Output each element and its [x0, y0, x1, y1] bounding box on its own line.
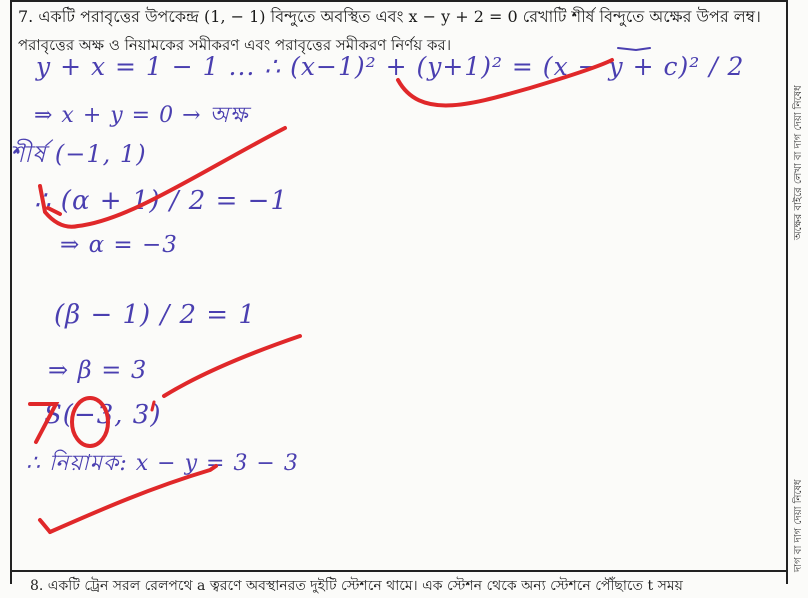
- red-check-tail-4: [40, 520, 50, 532]
- margin-note-bottom: দাগ বা দাগ দেয়া নিষেধ: [793, 479, 804, 572]
- question-line-1: 7. একটি পরাবৃত্তের উপকেন্দ্র (1, − 1) বিন্দুতে অবস্থিত এবং x − y + 2 = 0 রেখাটি শীর্ষ বিন্দুতে অক্ষের উপর লম্ব।: [18, 7, 761, 26]
- handwritten-line-2: ⇒ x + y = 0 → অক্ষ: [34, 103, 249, 128]
- frame-border-bottom: [10, 570, 788, 572]
- handwritten-line-1: y + x = 1 − 1 ... ∴ (x−1)² + (y+1)² = (x − y + c)² / 2: [36, 52, 745, 81]
- handwritten-line-6: (β − 1) / 2 = 1: [54, 300, 256, 330]
- frame-border-top: [10, 0, 788, 2]
- red-check-mark-3: [164, 336, 300, 396]
- handwritten-line-5: ⇒ α = −3: [60, 232, 178, 258]
- handwritten-line-7: ⇒ β = 3: [48, 356, 148, 384]
- frame-border-right: [786, 0, 788, 584]
- handwritten-line-8: S(−3, 3): [44, 400, 162, 430]
- margin-note-top: অক্ষের বাইরে লেখা বা দাগ দেয়া নিষেধ: [793, 85, 804, 240]
- handwritten-line-9: ∴ নিয়ামক: x − y = 3 − 3: [26, 451, 299, 476]
- ink-tick: [618, 48, 650, 50]
- handwritten-line-3: শীর্ষ (−1, 1): [10, 140, 147, 168]
- frame-border-left: [10, 0, 12, 584]
- handwritten-line-4: ∴ (α + 1) / 2 = −1: [34, 186, 288, 216]
- question-line-2: পরাবৃত্তের অক্ষ ও নিয়ামকের সমীকরণ এবং পরাবৃত্তের সমীকরণ নির্ণয় কর।: [18, 36, 452, 54]
- next-question-text: 8. একটি ট্রেন সরল রেলপথে a ত্বরণে অবস্থানরত দুইটি স্টেশনে থামে। এক স্টেশন থেকে অন্য স্টেশনে পৌঁছাতে t সময়: [30, 578, 683, 594]
